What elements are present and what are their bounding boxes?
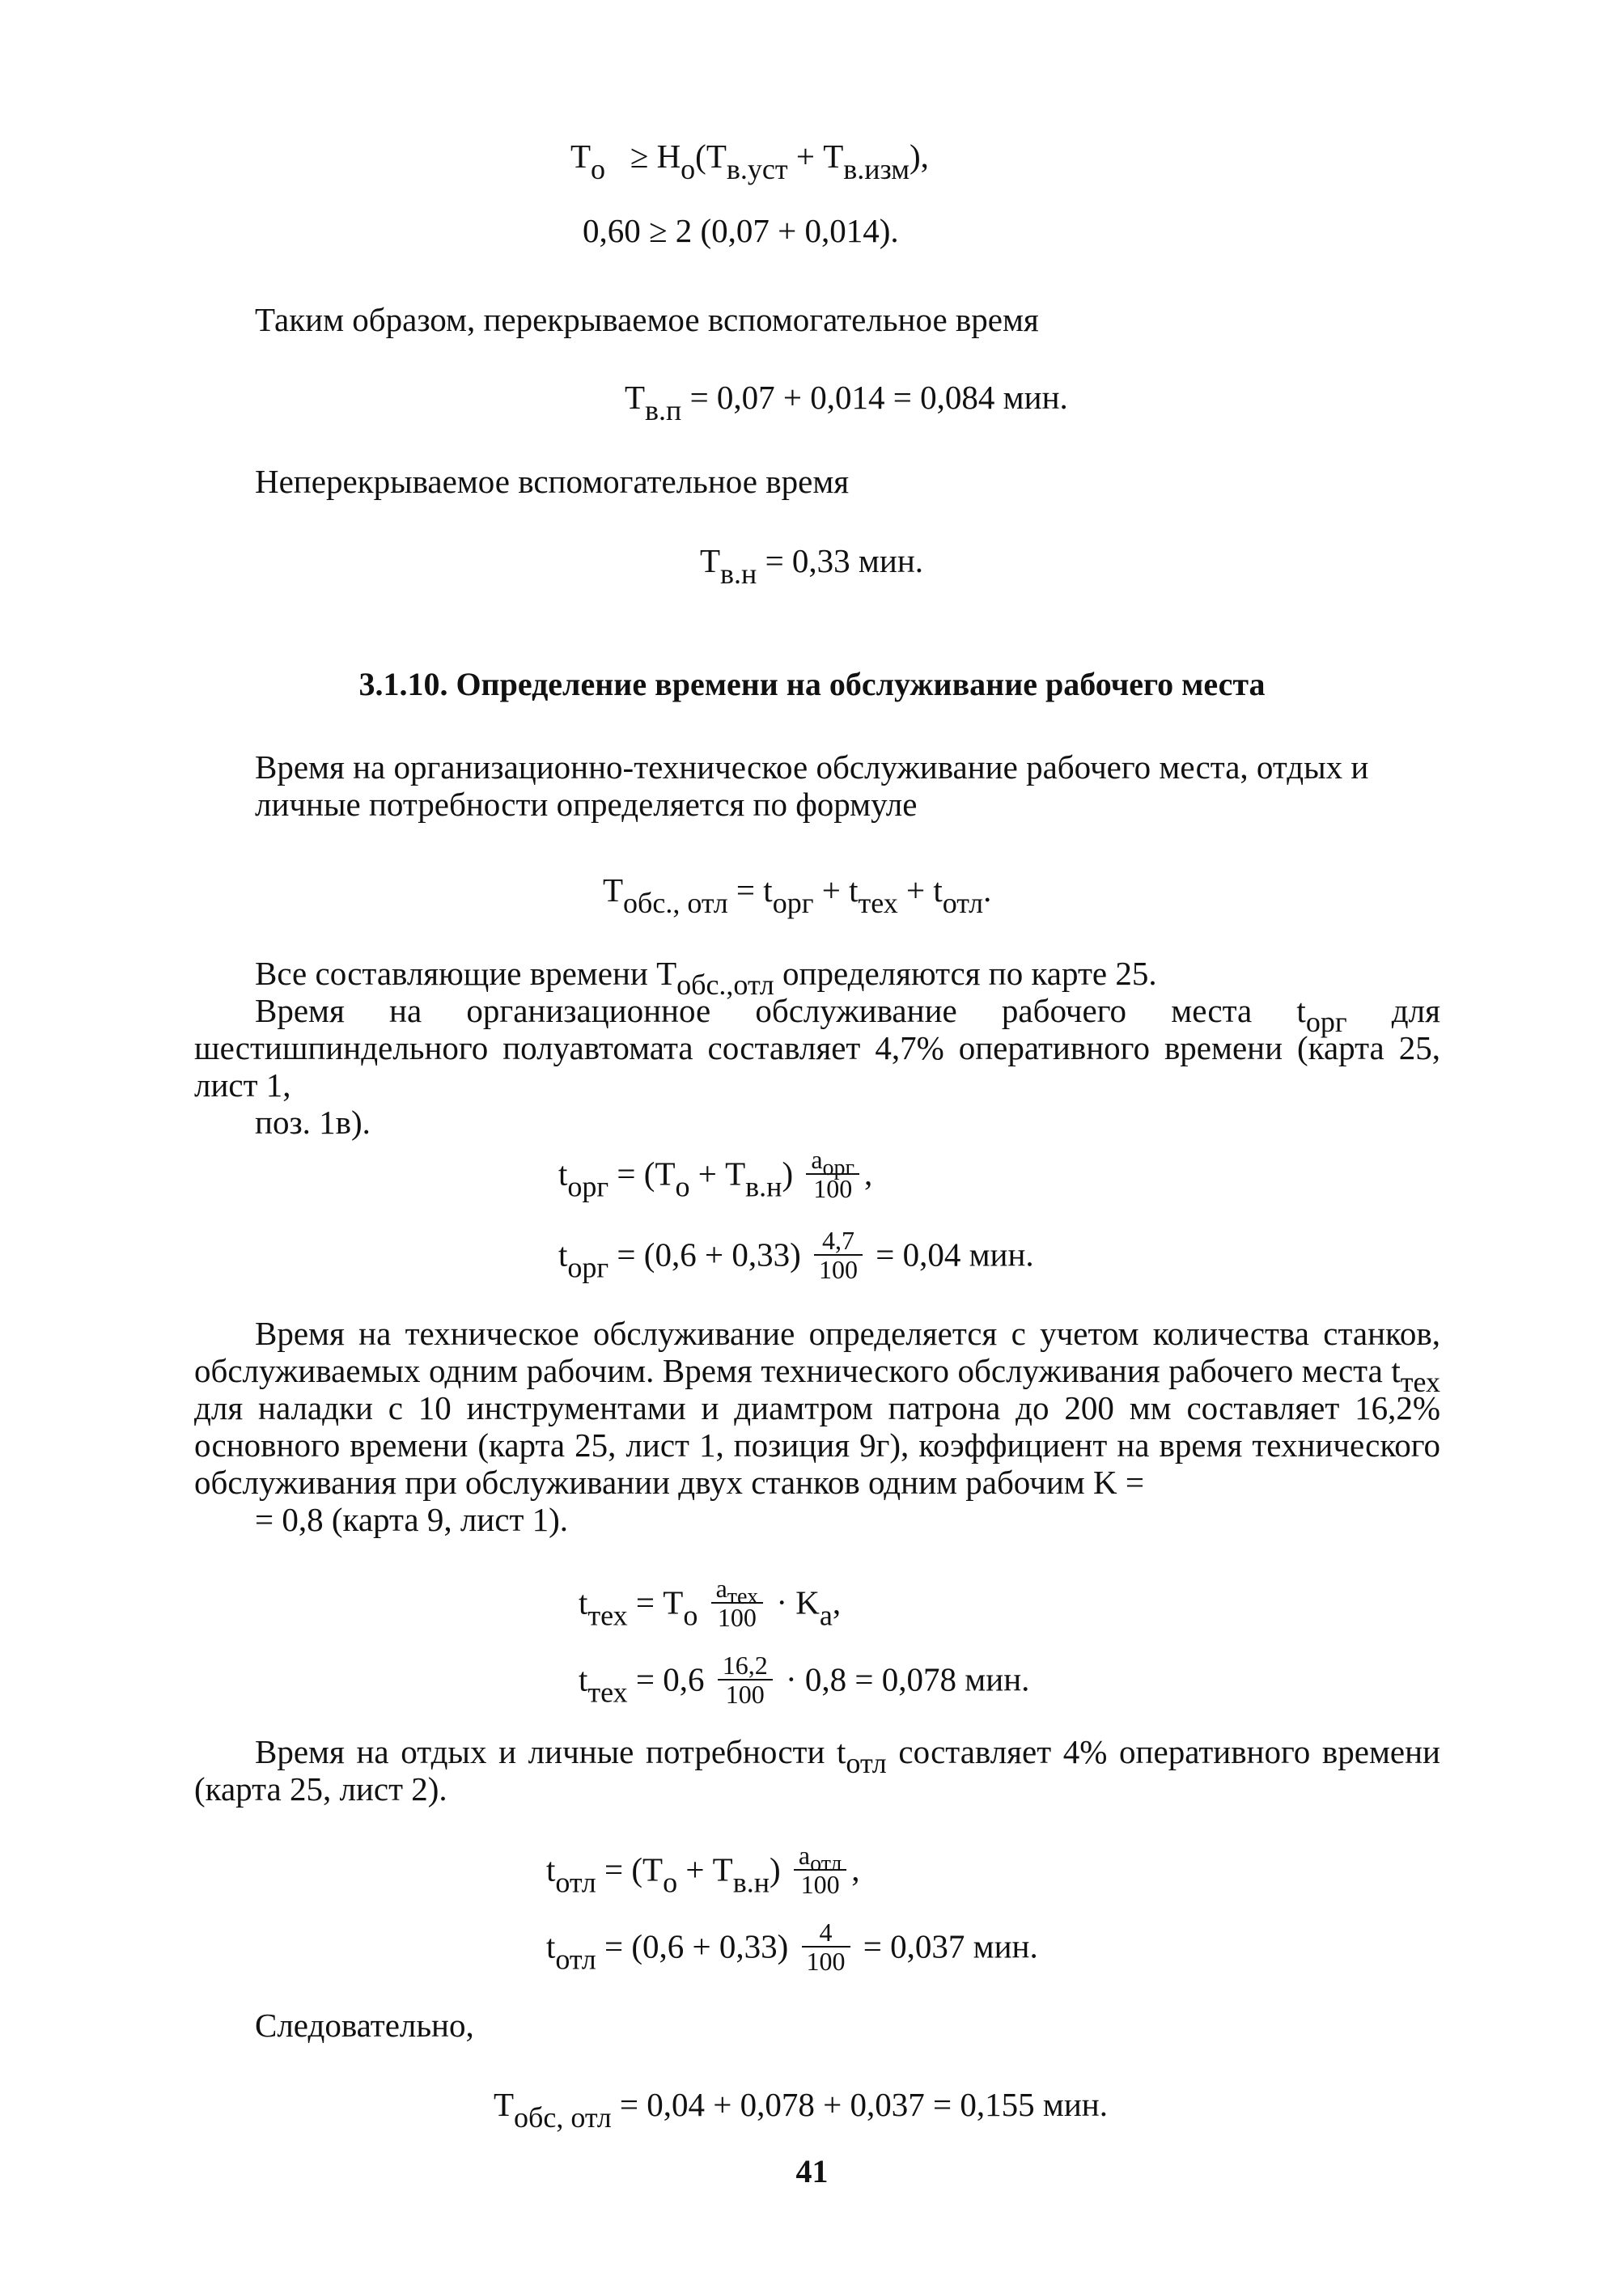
sub-org: орг [567, 1251, 609, 1284]
formula-part: (T [631, 1850, 664, 1888]
formula-rhs: · 0,8 = 0,078 мин. [786, 1660, 1030, 1698]
paragraph-org-service [194, 992, 1440, 1141]
paragraph-text: Неперекрываемое вспомогательное время [255, 463, 850, 500]
symbol-T: T [603, 871, 624, 909]
formula-rhs: = 0,04 + 0,078 + 0,037 = 0,155 мин. [619, 2086, 1108, 2123]
paragraph-text: составляет 4% оперативного времени (карта 25, лист 2). [194, 1733, 1440, 1808]
sub-org: орг [567, 1170, 609, 1203]
symbol-T: T [823, 138, 844, 175]
formula-rhs: = 0,04 мин. [876, 1236, 1034, 1274]
fraction-numerator [806, 1145, 859, 1180]
fraction-numerator: 16,2 [718, 1651, 773, 1681]
fraction-numerator [794, 1841, 846, 1876]
fraction [802, 1918, 850, 1975]
punct: , [851, 1850, 860, 1888]
formula-overlapped-aux-time [625, 379, 1068, 426]
symbol-t: t [579, 1583, 588, 1621]
formula-service-time-sum [603, 871, 992, 919]
fraction [806, 1146, 859, 1202]
sub-obs-otl: обс.,отл [676, 968, 774, 1001]
sub-otl: отл [810, 1851, 842, 1876]
sub-o: о [683, 1599, 698, 1632]
formula-rhs: = 0,33 мин. [765, 542, 924, 579]
paragraph-service-time-intro [194, 748, 1440, 823]
symbol-t: t [546, 1927, 556, 1965]
symbol-a: a [715, 1574, 727, 1603]
symbol-T: T [706, 138, 727, 175]
paragraph-text: Время на техническое обслуживание определяется с учетом количества станков, обслуживаемых одним рабочим. Время технического обслуживания рабочего места t [194, 1315, 1440, 1389]
sub-vizm: в.изм [843, 153, 910, 185]
formula-tech-service-numeric [579, 1651, 1030, 1711]
fraction-numerator: 4,7 [814, 1227, 863, 1256]
op-eq: = [736, 871, 756, 909]
paragraph-text: для шестишпиндельного полуавтомата составляет 4,7% оперативного времени (карта 25, лист 1, [194, 992, 1440, 1104]
formula-nonoverlapped-aux-time [700, 542, 924, 590]
op-geq: ≥ [630, 138, 649, 175]
fraction-denominator: 100 [818, 1255, 858, 1284]
op-eq: = [635, 1583, 655, 1621]
sub-org: орг [772, 887, 814, 919]
sub-otl: отл [555, 1866, 596, 1899]
sub-org: орг [822, 1155, 855, 1180]
paragraph-text: Время на организационно-техническое обслуживание рабочего места, отдых и [255, 748, 1369, 786]
sub-o: о [675, 1170, 690, 1203]
fraction-numerator: 4 [802, 1918, 850, 1948]
symbol-T: T [700, 542, 721, 579]
sub-otl: отл [555, 1943, 596, 1976]
sub-vust: в.уст [726, 153, 788, 185]
sub-tex: тех [858, 887, 898, 919]
punct: , [864, 1155, 873, 1193]
sub-obs-otl: обс, отл [514, 2101, 612, 2134]
sub-tex: тех [1400, 1366, 1440, 1398]
fraction-denominator: 100 [725, 1680, 765, 1709]
sub-vn: в.н [720, 557, 757, 590]
paragraph-text: определяются по карте 25. [774, 955, 1157, 992]
formula-part: (0,6 + 0,33) [631, 1927, 789, 1965]
op-plus: + [906, 871, 926, 909]
paragraph-text: Время на отдых и личные потребности t [255, 1733, 846, 1770]
fraction-denominator: 100 [806, 1947, 846, 1976]
symbol-T: T [494, 2086, 515, 2123]
op-plus: + [821, 871, 841, 909]
sub-tex: тех [587, 1676, 628, 1709]
formula-total-service-time [494, 2086, 1108, 2134]
sub-obs-otl: обс., отл [623, 887, 728, 919]
paragraph-rest-time [194, 1733, 1440, 1808]
sub-tex: тех [727, 1584, 759, 1609]
fraction [814, 1227, 863, 1283]
paragraph-nonoverlapped-time [194, 463, 1440, 500]
sub-otl: отл [942, 887, 984, 919]
fraction [718, 1651, 773, 1708]
symbol-T: T [570, 138, 592, 175]
sub-otl: отл [846, 1747, 887, 1779]
sub-vn: в.н [732, 1866, 770, 1899]
paragraph-components [194, 955, 1440, 1001]
symbol-T: T [625, 379, 646, 416]
symbol-H: H [656, 138, 681, 175]
op-eq: = [617, 1236, 636, 1274]
symbol-a: a [811, 1145, 823, 1174]
sub-vp: в.п [645, 394, 682, 426]
symbol-t: t [579, 1660, 588, 1698]
sub-o: о [663, 1866, 678, 1899]
paragraph-therefore [194, 2007, 1440, 2044]
fraction-denominator: 100 [800, 1870, 840, 1899]
symbol-t: t [933, 871, 943, 909]
op-eq: = [617, 1155, 636, 1193]
punct: . [983, 871, 992, 909]
paragraph-text: Время на организационное обслуживание рабочего места t [255, 992, 1306, 1029]
formula-part: + T [685, 1850, 733, 1888]
paren: ) [770, 1850, 781, 1888]
paragraph-text: для наладки с 10 инструментами и диамтром патрона до 200 мм составляет 16,2% основного времени (карта 25, лист 1, позиция 9г), коэффициент на время технического обслуживания при обслуживании двух станков одним рабочим K = [194, 1389, 1440, 1501]
fraction-denominator: 100 [717, 1603, 757, 1632]
formula-rest-time-general [546, 1841, 860, 1901]
sub-tex: тех [587, 1599, 628, 1632]
sub-a: а [819, 1599, 833, 1632]
paragraph-text: Все составляющие времени T [255, 955, 677, 992]
punct: , [832, 1583, 842, 1621]
symbol-T: T [663, 1583, 684, 1621]
op-eq: = [604, 1927, 624, 1965]
heading-text: 3.1.10. Определение времени на обслуживание рабочего места [358, 666, 1266, 702]
formula-text: 0,60 ≥ 2 (0,07 + 0,014). [583, 212, 899, 249]
symbol-t: t [546, 1850, 556, 1888]
formula-org-service-numeric [558, 1226, 1034, 1286]
section-heading [0, 666, 1624, 703]
page-number [0, 2152, 1624, 2190]
formula-part: (T [643, 1155, 676, 1193]
paragraph-text-lastline: личные потребности определяется по формуле [255, 786, 918, 823]
formula-tech-service-general [579, 1574, 842, 1634]
op-dot: · [776, 1583, 787, 1621]
symbol-t: t [763, 871, 773, 909]
paragraph-tech-service [194, 1315, 1440, 1538]
formula-org-service-general [558, 1145, 873, 1206]
fraction [711, 1575, 764, 1631]
symbol-t: t [558, 1155, 568, 1193]
symbol-t: t [558, 1236, 568, 1274]
paren: ), [910, 138, 929, 175]
formula-operative-time-condition [570, 138, 929, 185]
fraction-numerator [711, 1574, 764, 1609]
fraction [794, 1842, 846, 1898]
fraction-denominator: 100 [813, 1174, 853, 1203]
symbol-a: a [798, 1841, 811, 1870]
symbol-K: K [795, 1583, 820, 1621]
formula-numeric-check [583, 212, 899, 249]
op-eq: = [604, 1850, 624, 1888]
paren: ) [782, 1155, 794, 1193]
paragraph-overlapped-time [194, 301, 1440, 338]
paragraph-text-lastline: = 0,8 (карта 9, лист 1). [255, 1501, 569, 1538]
sub-o: о [591, 153, 606, 185]
op-plus: + [795, 138, 815, 175]
paragraph-text: Таким образом, перекрываемое вспомогательное время [255, 301, 1039, 338]
sub-org: орг [1305, 1006, 1347, 1038]
sub-vn: в.н [745, 1170, 782, 1203]
formula-part: + T [698, 1155, 746, 1193]
formula-part: (0,6 + 0,33) [643, 1236, 801, 1274]
page-number-text: 41 [795, 2153, 829, 2189]
sub-o: о [681, 153, 696, 185]
formula-part: = 0,6 [635, 1660, 705, 1698]
formula-rhs: = 0,037 мин. [863, 1927, 1038, 1965]
formula-rhs: = 0,07 + 0,014 = 0,084 мин. [689, 379, 1068, 416]
paragraph-text-lastline: поз. 1в). [255, 1104, 371, 1141]
symbol-t: t [849, 871, 859, 909]
formula-rest-time-numeric [546, 1918, 1038, 1978]
paren: ( [695, 138, 706, 175]
paragraph-text: Следовательно, [255, 2007, 474, 2044]
